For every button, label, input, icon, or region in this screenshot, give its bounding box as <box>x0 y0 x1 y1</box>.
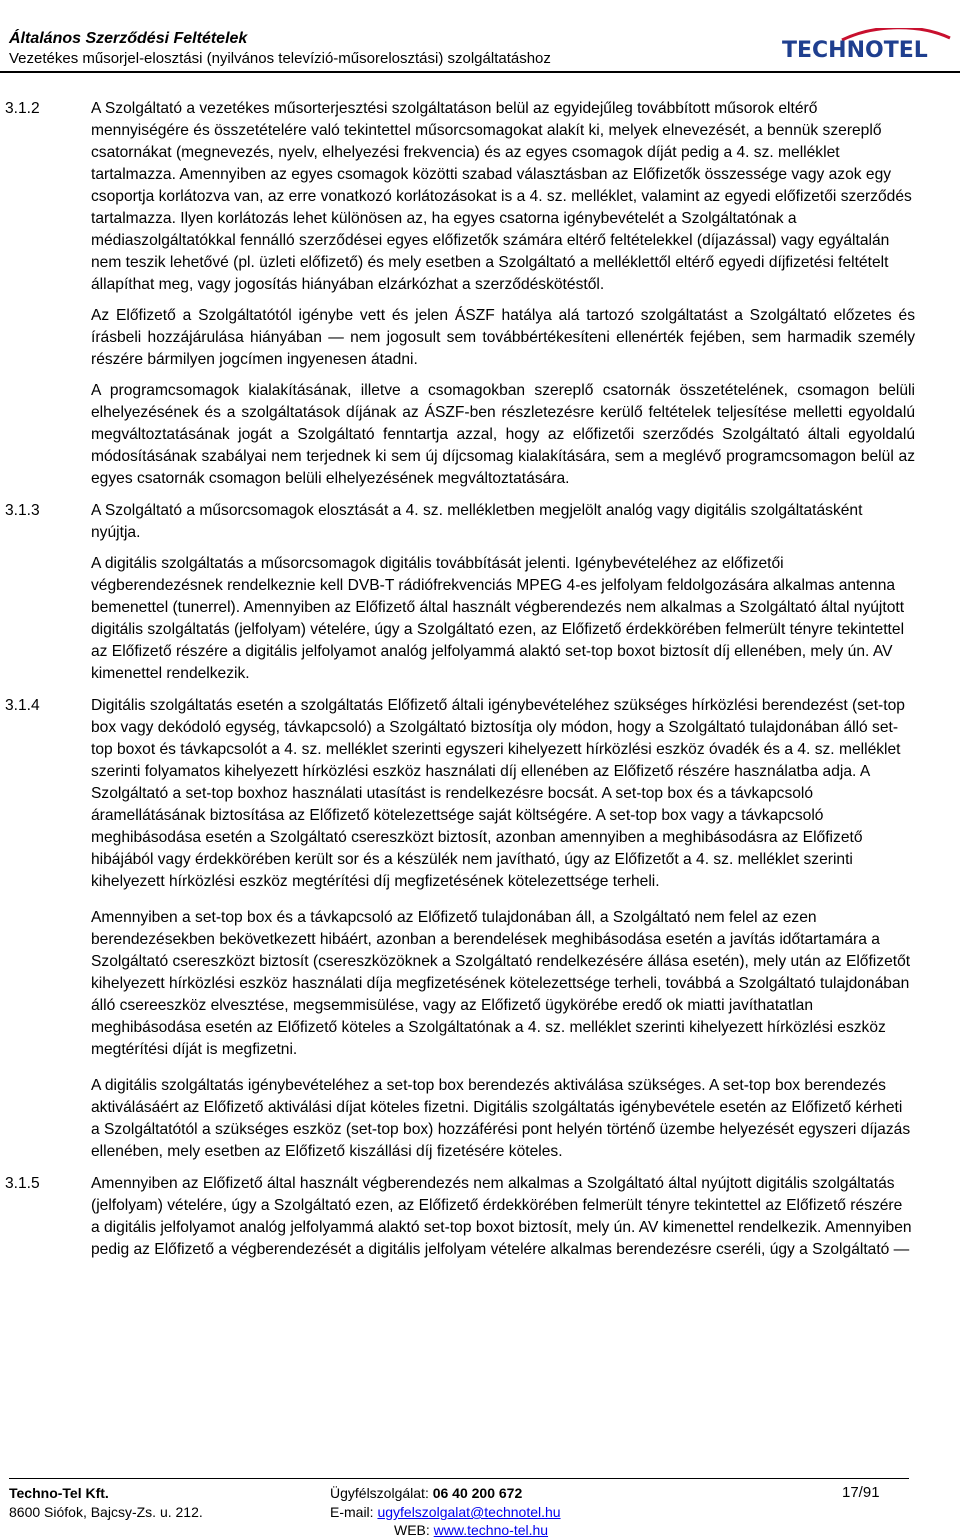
footer-email <box>330 1503 561 1521</box>
logo-text: TECHNOTEL <box>782 38 928 60</box>
section-number: 3.1.2 <box>5 100 40 117</box>
document-subtitle: Vezetékes műsorjel-elosztási (nyilvános televízió-műsorelosztási) szolgáltatáshoz <box>9 50 551 67</box>
footer-company <box>9 1484 109 1502</box>
paragraph: Az Előfizető a Szolgáltatótól igénybe vett és jelen ÁSZF hatálya alá tartozó szolgáltatást a Szolgáltató előzetes és írásbeli hozzájárulása hiányában — nem jogosult sem továbbértékesíteni ellenérték fejében, sem harmadik személy részére bármilyen jogcímen ingyenesen átadni. <box>91 307 915 368</box>
email-label: E-mail: <box>330 1504 374 1520</box>
footer-divider <box>9 1478 909 1479</box>
paragraph: A digitális szolgáltatás igénybevételéhez a set-top box berendezés aktiválása szükséges. A set-top box berendezés aktiválásáért az Előfizető aktiválási díjat köteles fizetni. Digitális szolgáltatás igénybevétele esetén az Előfizető kérheti a Szolgáltatótól a szükséges eszköz (set-top box) hozzáférési pont helyén történő üzembe helyezését egyszeri díjazás ellenében, mely esetben az Előfizető kiszállási díj fizetésére köteles. <box>91 1077 911 1160</box>
paragraph: A Szolgáltató a vezetékes műsorterjesztési szolgáltatáson belül az egyidejűleg továbbított műsorok eltérő mennyiségére és összetételére való tekintettel műsorcsomagokat alakít ki, melyek elnevezését, a bennük szereplő csatornákat (megnevezés, nyelv, elhelyezési frekvencia) és az egyes csomagok díját pedig a 4. sz. melléklet tartalmazza. Amennyiben az egyes csomagok közötti szabad választásban az Előfizetők összessége vagy azok egy csoportja korlátozva van, az erre vonatkozó korlátozásokat is a 4. sz. melléklet, valamint az egyedi előfizetői szerződés tartalmazza. Ilyen korlátozás lehet különösen az, ha egyes csatorna igénybevételét a Szolgáltatónak a médiaszolgáltatókkal fennálló szerződései egyes előfizetők számára eltérő feltételekkel (díjazással) vagy egyáltalán nem teszik lehetővé (pl. üzleti előfizető) és mely esetben a Szolgáltató a melléklettől eltérő egyedi díjfizetési feltételt állapíthat meg, vagy jogosítás hiányában elzárkózhat a szerződéskötéstől. <box>91 100 912 293</box>
document-body <box>0 98 960 1261</box>
footer-web <box>394 1521 548 1539</box>
technotel-logo <box>780 28 955 60</box>
support-phone: 06 40 200 672 <box>432 1485 523 1501</box>
document-title: Általános Szerződési Feltételek <box>9 30 248 47</box>
section-number: 3.1.5 <box>5 1175 40 1192</box>
paragraph: Amennyiben a set-top box és a távkapcsoló az Előfizető tulajdonában áll, a Szolgáltató nem felel az ezen berendezésekben bekövetkezett hibáért, azonban a berendelések meghibásodása esetén a javítás időtartamára a Szolgáltató csereszközt biztosít (csereszközöknek a Szolgáltató rendelkezésére állása esetén), mely után az Előfizetőt kihelyezett hírközlési eszköz használati díja megfizetésének kötelezettsége terheli, továbbá a Szolgáltató tulajdonában álló csereeszköz elvesztése, megsemmisülése, vagy az Előfizető ügykörébe eredő ok miatti javíthatatlan meghibásodása esetén az Előfizető köteles a Szolgáltatónak a 4. sz. melléklet szerinti kihelyezett hírközlési eszköz megtérítési díját is megfizetni. <box>91 909 911 1058</box>
web-label: WEB: <box>394 1522 430 1538</box>
section-3-1-3 <box>0 500 960 685</box>
paragraph: Digitális szolgáltatás esetén a szolgáltatás Előfizető általi igénybevételéhez szükséges hírközlési berendezést (set-top box vagy dekódoló egység, távkapcsoló) a Szolgáltató biztosítja oly módon, hogy a Szolgáltató tulajdonában álló set-top boxot és távkapcsolót a 4. sz. melléklet szerinti egyszeri kihelyezett hírközlési eszköz óvadék és a 4. sz. melléklet szerinti folyamatos kihelyezett hírközlési eszköz használati díj ellenében az Előfizető részére használatba adja. A Szolgáltató a set-top boxhoz használati utasítást is rendelkezésre bocsát. A set-top box és a távkapcsoló áramellátásának biztosítása az Előfizető kötelezettsége saját költségére. A set-top box vagy a távkapcsoló meghibásodása esetén a Szolgáltató csereszközt biztosít, azonban amennyiben a meghibásodásra az Előfizető hibájából vagy érdekkörében került sor és a készülék nem javítható, úgy az Előfizetőt a 4. sz. melléklet szerinti kihelyezett hírközlési eszköz megtérítési díj megfizetésének kötelezettsége terheli. <box>91 697 905 890</box>
section-number: 3.1.3 <box>5 502 40 519</box>
company-name: Techno-Tel Kft. <box>9 1485 109 1501</box>
paragraph: A Szolgáltató a műsorcsomagok elosztását a 4. sz. mellékletben megjelölt analóg vagy digitális szolgáltatásként nyújtja. <box>91 502 863 541</box>
section-3-1-4 <box>0 695 960 1163</box>
header-divider <box>0 71 960 73</box>
paragraph: A programcsomagok kialakításának, illetve a csomagokban szereplő csatornák összetételének, csomagon belüli elhelyezésének és a szolgáltatások díjának az ÁSZF-ben részletezésre kerülő feltételek teljesítése melletti egyoldalú megváltoztatásának jogát a Szolgáltató fenntartja azzal, hogy az előfizetői szerződés Szolgáltató általi egyoldalú módosításának szabályai nem terjednek ki sem új díjcsomag kialakítására, sem a meglévő programcsomagon belül az egyes csatornák csomagon belüli elhelyezésének megváltoztatására. <box>91 382 915 487</box>
footer-support <box>330 1484 522 1502</box>
paragraph: Amennyiben az Előfizető által használt végberendezés nem alkalmas a Szolgáltató által nyújtott digitális szolgáltatás (jelfolyam) vételére, úgy a Szolgáltató ezen, az Előfizető érdekkörében felmerült tényre tekintettel az Előfizető részére a digitális jelfolyamot analóg jelfolyammá alaktó set-top boxot biztosít, mely ún. AV kimenettel rendelkezik. Amennyiben pedig az Előfizető a végberendezését a digitális jelfolyam vételére alkalmas berendezésre cseréli, úgy a Szolgáltató — <box>91 1175 912 1258</box>
page-number: 17/91 <box>842 1484 880 1501</box>
web-link[interactable]: www.techno-tel.hu <box>433 1522 549 1538</box>
paragraph: A digitális szolgáltatás a műsorcsomagok digitális továbbítását jelenti. Igénybevételéhez az előfizetői végberendezésnek rendelkeznie kell DVB-T rádiófrekvenciás MPEG 4-es jelfolyam feldolgozására alkalmas antenna bemenettel (tunerrel). Amennyiben az Előfizető által használt végberendezés nem alkalmas a Szolgáltató által nyújtott digitális szolgáltatás (jelfolyam) vételére, úgy a Szolgáltató ezen, az Előfizető érdekkörében felmerült tényre tekintettel az Előfizető részére a digitális jelfolyamot analóg jelfolyammá alaktó set-top boxot biztosít díj ellenében, mely ún. AV kimenettel rendelkezik. <box>91 555 905 682</box>
support-label: Ügyfélszolgálat: <box>330 1485 429 1501</box>
email-link[interactable]: ugyfelszolgalat@technotel.hu <box>377 1504 561 1520</box>
section-3-1-2 <box>0 98 960 490</box>
footer-address: 8600 Siófok, Bajcsy-Zs. u. 212. <box>9 1504 203 1520</box>
section-number: 3.1.4 <box>5 697 40 714</box>
section-3-1-5 <box>0 1173 960 1261</box>
